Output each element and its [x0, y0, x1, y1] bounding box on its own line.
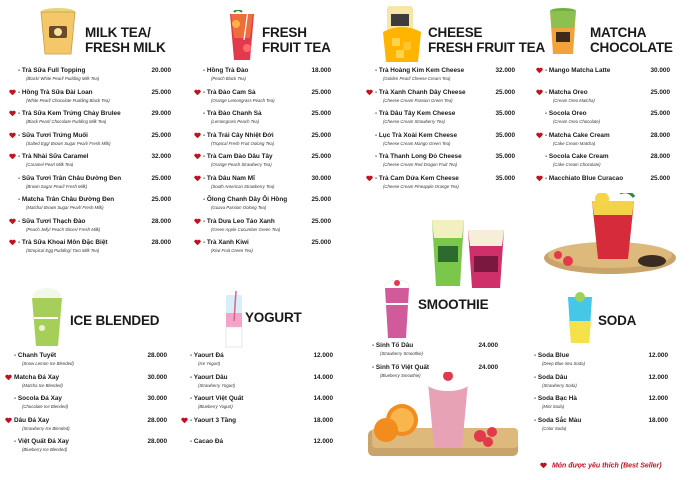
item-subtitle: (Orange Lemongrass Peach Tea)	[211, 97, 275, 103]
item-name: - Macchiato Blue Curacao	[545, 174, 624, 182]
fresh-fruit-tea-image	[226, 10, 258, 62]
item-price: 25.000	[151, 88, 171, 96]
smoothie-title	[418, 297, 488, 312]
item-price: 24.000	[478, 342, 498, 349]
item-name: - Trà Nhài Sữa Caramel	[18, 153, 89, 160]
item-name: - Yaourt 3 Tầng	[190, 416, 237, 424]
item-subtitle: (Peach Jelly/ Peach Slices/ Fresh Milk)	[26, 226, 101, 232]
item-name: - Trà Dâu Tây Kem Cheese	[375, 110, 456, 117]
heart-icon	[9, 132, 16, 139]
item-price: 14.000	[313, 395, 333, 402]
matcha-title-line1: MATCHA	[590, 25, 647, 40]
item-price: 30.000	[650, 67, 670, 74]
menu-item	[190, 374, 333, 396]
item-subtitle: (Strawberry Ice Blended)	[22, 425, 70, 431]
item-subtitle: (Brown Sugar Pearl/ Fresh Milk)	[26, 183, 88, 189]
item-price: 12.000	[648, 373, 668, 381]
item-name: - Lục Trà Xoài Kem Cheese	[375, 131, 458, 139]
item-subtitle: (Golden Pearl/ Cheese Cream Tea)	[383, 76, 451, 81]
item-name: - Trà Trái Cây Nhiệt Đới	[203, 131, 274, 139]
menu-item	[534, 352, 668, 374]
item-subtitle: (Chocolate Ice Blended)	[22, 404, 69, 409]
item-subtitle: (Cheese Cream Mango Green Tea)	[383, 140, 451, 146]
item-name: - Trà Sữa Kem Trứng Chảy Brulee	[18, 110, 121, 117]
item-subtitle: (Cream Oreo Chocolate)	[553, 119, 601, 124]
soda-title-line1: SODA	[598, 313, 637, 328]
smoothie-glass-image	[382, 280, 412, 340]
ice-blended-title	[70, 313, 159, 328]
menu-item	[545, 110, 670, 132]
heart-icon	[9, 239, 16, 246]
soda-title	[598, 313, 636, 328]
menu-item	[375, 89, 515, 111]
heart-icon	[366, 175, 373, 182]
item-price: 25.000	[495, 88, 515, 96]
menu-item	[534, 374, 668, 396]
menu-item	[375, 153, 515, 175]
heart-icon	[9, 89, 16, 96]
item-subtitle: (Black Pearl/ Chocolate Pudding Milk Tea)	[26, 119, 107, 124]
heart-icon	[9, 153, 16, 160]
matcha-chocolate-list	[545, 67, 670, 196]
item-name: Matcha Đá Xay	[14, 373, 60, 381]
milk-tea-cup-image	[38, 6, 78, 56]
heart-icon	[194, 239, 201, 246]
item-price: 28.000	[147, 438, 167, 445]
matcha-chocolate-image	[548, 6, 578, 56]
menu-item	[375, 175, 515, 197]
menu-item	[203, 175, 331, 197]
heart-icon	[9, 110, 16, 117]
item-name: - Trà Dâu Nam Mĩ	[203, 174, 255, 182]
item-subtitle: (Blueberry Smoothie)	[380, 372, 421, 378]
item-name: - Chanh Tuyết	[14, 352, 57, 359]
item-price: 20.000	[151, 67, 171, 74]
item-name: - Mango Matcha Latte	[545, 67, 611, 74]
item-name: - Trà Sữa Full Topping	[18, 67, 86, 74]
fresh-fruit-tea-title	[262, 25, 331, 55]
item-price: 28.000	[151, 217, 171, 225]
item-name: - Soda Sắc Màu	[534, 416, 582, 424]
menu-item	[18, 110, 171, 132]
item-name: - Yaourt Dâu	[190, 373, 228, 381]
item-name: - Sinh Tố Dâu	[372, 342, 414, 349]
item-price: 30.000	[147, 373, 167, 381]
fruit-tea-title-line1: FRESH	[262, 25, 307, 40]
cheese-tea-image	[378, 2, 426, 66]
item-subtitle: (White Pearl/ Chocolate Pudding Black Tea)	[26, 97, 110, 103]
heart-icon	[5, 417, 12, 424]
menu-item	[545, 153, 670, 175]
item-price: 29.000	[151, 110, 171, 117]
item-name: - Trà Thanh Long Đỏ Cheese	[375, 153, 462, 160]
smoothie-title-line1: SMOOTHIE	[418, 297, 489, 312]
heart-icon	[194, 132, 201, 139]
item-name: - Sữa Tươi Trứng Muối	[18, 131, 88, 139]
item-subtitle: (Caramel Pearl Milk Tea)	[26, 162, 74, 167]
menu-item	[18, 89, 171, 111]
item-subtitle: (Cheese Cream Red Dragon Fruit Tea)	[383, 162, 458, 167]
item-name: - Ôlong Chanh Dây Ổi Hồng	[203, 196, 288, 203]
item-price: 25.000	[311, 196, 331, 203]
menu-item	[14, 417, 167, 439]
item-price: 28.000	[147, 416, 167, 424]
menu-item	[203, 89, 331, 111]
item-price: 18.000	[313, 416, 333, 424]
item-price: 25.000	[311, 110, 331, 117]
menu-item	[534, 417, 668, 439]
menu-item	[534, 395, 668, 417]
item-price: 25.000	[151, 196, 171, 203]
yogurt-title-line1: YOGURT	[245, 310, 302, 325]
item-name: - Sữa Tươi Trân Châu Đường Đen	[18, 174, 122, 182]
heart-icon	[536, 89, 543, 96]
item-price: 25.000	[151, 174, 171, 182]
item-price: 25.000	[311, 153, 331, 160]
item-price: 25.000	[151, 131, 171, 139]
cheese-tea-title	[428, 25, 545, 55]
menu-item	[203, 218, 331, 240]
menu-item	[203, 67, 331, 89]
item-price: 28.000	[147, 352, 167, 359]
item-price: 12.000	[313, 438, 333, 445]
strawberry-drink-tray-image	[540, 193, 680, 283]
item-price: 35.000	[495, 174, 515, 182]
item-name: - Matcha Trân Châu Đường Đen	[18, 196, 115, 203]
menu-item	[14, 374, 167, 396]
heart-icon	[194, 218, 201, 225]
item-subtitle: (Cheese Cream Passion Green Tea)	[383, 97, 453, 103]
menu-item	[190, 438, 333, 460]
item-price: 32.000	[495, 67, 515, 74]
item-name: - Soda Bạc Hà	[534, 395, 577, 402]
menu-item	[18, 218, 171, 240]
item-subtitle: (Matcha/ Brown Sugar Pearl/ Fresh Milk)	[26, 205, 104, 210]
item-name: - Trà Hoàng Kim Kem Cheese	[375, 67, 465, 74]
menu-item	[375, 110, 515, 132]
item-price: 25.000	[650, 88, 670, 96]
item-subtitle: (Strawberry Smoothie)	[380, 351, 423, 356]
heart-icon	[9, 218, 16, 225]
item-price: 25.000	[311, 239, 331, 246]
item-name: - Trà Cam Dứa Kem Cheese	[375, 174, 459, 182]
item-price: 28.000	[650, 153, 670, 160]
item-price: 24.000	[478, 363, 498, 371]
item-subtitle: (Tropical Fresh Fruit Oolong Tea)	[211, 140, 275, 146]
item-subtitle: (South American Strawberry Tea)	[211, 183, 275, 189]
item-price: 18.000	[311, 67, 331, 74]
item-name: - Sinh Tố Việt Quất	[372, 363, 430, 371]
item-price: 25.000	[650, 110, 670, 117]
heart-icon	[194, 175, 201, 182]
item-price: 32.000	[151, 153, 171, 160]
item-subtitle: (Peach Black Tea)	[211, 76, 246, 81]
item-name: - Hồng Trà Sữa Đài Loan	[18, 88, 93, 96]
item-subtitle: (Cheese Cream Strawberry Tea)	[383, 119, 445, 124]
soda-glass-image	[566, 291, 594, 345]
milk-tea-title	[85, 25, 166, 55]
item-subtitle: (Color Soda)	[542, 425, 567, 431]
heart-icon	[181, 417, 188, 424]
yogurt-image	[224, 291, 244, 349]
item-subtitle: (Guava Passion Oolong Tea)	[211, 205, 267, 210]
item-name: - Trà Dưa Leo Táo Xanh	[203, 217, 275, 225]
item-subtitle: (Blueberry Yogurt)	[198, 404, 233, 409]
item-subtitle: (Strawberry Soda)	[542, 382, 577, 388]
item-name: Dâu Đá Xay	[14, 416, 50, 424]
item-subtitle: (Strawberry Yogurt)	[198, 382, 236, 388]
fresh-fruit-tea-list	[203, 67, 331, 261]
heart-icon	[366, 89, 373, 96]
soda-list	[534, 352, 668, 438]
item-subtitle: (Salted Egg/ Brown Sugar Pearl/ Fresh Milk)	[26, 140, 111, 146]
item-subtitle: (Cheese Cream Pineapple Orange Tea)	[383, 183, 459, 189]
menu-item	[203, 153, 331, 175]
menu-item	[18, 132, 171, 154]
item-price: 25.000	[311, 217, 331, 225]
heart-icon	[5, 374, 12, 381]
cheese-tea-pair-image	[428, 212, 508, 290]
menu-item	[18, 239, 171, 261]
item-price: 12.000	[648, 352, 668, 359]
ice-blended-image	[28, 288, 66, 348]
legend-text: Món được yêu thích (Best Seller)	[551, 462, 662, 470]
item-price: 14.000	[313, 373, 333, 381]
ice-blended-title-line1: ICE BLENDED	[70, 313, 160, 328]
item-name: - Cacao Đá	[190, 438, 224, 445]
cheese-tea-list	[375, 67, 515, 196]
item-name: - Yaourt Đá	[190, 352, 224, 359]
heart-icon	[540, 462, 547, 469]
menu-item	[190, 417, 333, 439]
smoothie-tray-image	[362, 372, 522, 467]
item-subtitle: (Green Apple Cucumber Green Tea)	[211, 226, 281, 232]
heart-icon	[194, 153, 201, 160]
best-seller-legend	[540, 462, 662, 469]
item-price: 35.000	[495, 110, 515, 117]
item-subtitle: (Stropical Egg Pudding/ Taro Milk Tea)	[26, 248, 100, 253]
menu-item	[14, 438, 167, 460]
menu-item	[190, 352, 333, 374]
menu-item	[545, 132, 670, 154]
item-subtitle: (Black/ White Pearl/ Pudding Milk Tea)	[26, 76, 100, 81]
item-subtitle: (Mint Soda)	[542, 404, 565, 409]
matcha-title-line2: CHOCOLATE	[590, 40, 673, 55]
menu-item	[203, 239, 331, 261]
item-name: - Trà Xanh Chanh Dây Cheese	[375, 88, 466, 96]
milk-tea-title-line2: FRESH MILK	[85, 40, 166, 55]
item-name: - Socola Cake Cream	[545, 153, 609, 160]
menu-item	[203, 110, 331, 132]
item-name: - Trà Cam Đào Dâu Tây	[203, 153, 273, 160]
item-name: - Soda Blue	[534, 352, 570, 359]
item-subtitle: (Matcha Ice Blended)	[22, 382, 63, 388]
item-price: 12.000	[648, 395, 668, 402]
item-name: - Việt Quất Đá Xay	[14, 438, 69, 445]
heart-icon	[536, 132, 543, 139]
item-name: - Soda Dâu	[534, 373, 568, 381]
item-subtitle: (Cake Cream Matcha)	[553, 140, 596, 146]
item-price: 28.000	[650, 131, 670, 139]
item-price: 25.000	[650, 174, 670, 182]
item-name: - Trà Sữa Khoai Môn Đặc Biệt	[18, 239, 108, 246]
cheese-title-line2: FRESH FRUIT TEA	[428, 40, 545, 55]
heart-icon	[194, 89, 201, 96]
matcha-chocolate-title	[590, 25, 673, 55]
menu-item	[375, 67, 515, 89]
menu-item	[545, 89, 670, 111]
item-name: - Trà Đào Chanh Sả	[203, 110, 262, 117]
fruit-tea-title-line2: FRUIT TEA	[262, 40, 331, 55]
item-name: - Hồng Trà Đào	[203, 67, 249, 74]
heart-icon	[536, 67, 543, 74]
ice-blended-list	[14, 352, 167, 460]
item-price: 25.000	[311, 88, 331, 96]
item-subtitle: (Ice Yogurt)	[198, 361, 221, 366]
menu-item	[14, 395, 167, 417]
item-subtitle: (Cake Cream Chocolate)	[553, 162, 601, 167]
item-price: 35.000	[495, 131, 515, 139]
item-subtitle: (Lemongrass Peach Tea)	[211, 119, 260, 124]
item-price: 35.000	[495, 153, 515, 160]
menu-item	[14, 352, 167, 374]
milk-tea-list	[18, 67, 171, 261]
item-price: 18.000	[648, 416, 668, 424]
item-name: - Sữa Tươi Thạch Đào	[18, 217, 86, 225]
menu-item	[372, 342, 498, 364]
item-subtitle: (Orange Peach Strawberry Tea)	[211, 162, 272, 167]
item-name: - Yaourt Việt Quất	[190, 395, 244, 402]
yogurt-title	[245, 310, 302, 325]
item-name: - Matcha Cake Cream	[545, 131, 610, 139]
milk-tea-title-line1: MILK TEA/	[85, 25, 151, 40]
menu-item	[203, 196, 331, 218]
item-name: - Matcha Oreo	[545, 88, 588, 96]
menu-item	[203, 132, 331, 154]
item-price: 12.000	[313, 352, 333, 359]
menu-item	[18, 153, 171, 175]
item-name: - Socola Đá Xay	[14, 395, 62, 402]
item-subtitle: (Snow Lemon Ice Blended)	[22, 361, 74, 366]
item-name: - Trà Đào Cam Sả	[203, 88, 256, 96]
item-subtitle: (Blueberry Ice Blended)	[22, 447, 68, 452]
menu-item	[375, 132, 515, 154]
yogurt-list	[190, 352, 333, 460]
item-price: 28.000	[151, 239, 171, 246]
item-name: - Trà Xanh Kiwi	[203, 239, 249, 246]
item-price: 25.000	[311, 131, 331, 139]
item-name: - Socola Oreo	[545, 110, 587, 117]
cheese-title-line1: CHEESE	[428, 25, 483, 40]
menu-item	[18, 67, 171, 89]
menu-item	[18, 175, 171, 197]
menu-item	[18, 196, 171, 218]
menu-item	[190, 395, 333, 417]
item-price: 30.000	[147, 395, 167, 402]
item-subtitle: (Kiwi Fruit Green Tea)	[211, 248, 253, 253]
menu-item	[545, 67, 670, 89]
item-subtitle: (Deep Blue Sea Soda)	[542, 361, 585, 366]
heart-icon	[536, 175, 543, 182]
item-subtitle: (Cream Oreo Matcha)	[553, 97, 595, 103]
item-price: 30.000	[311, 174, 331, 182]
